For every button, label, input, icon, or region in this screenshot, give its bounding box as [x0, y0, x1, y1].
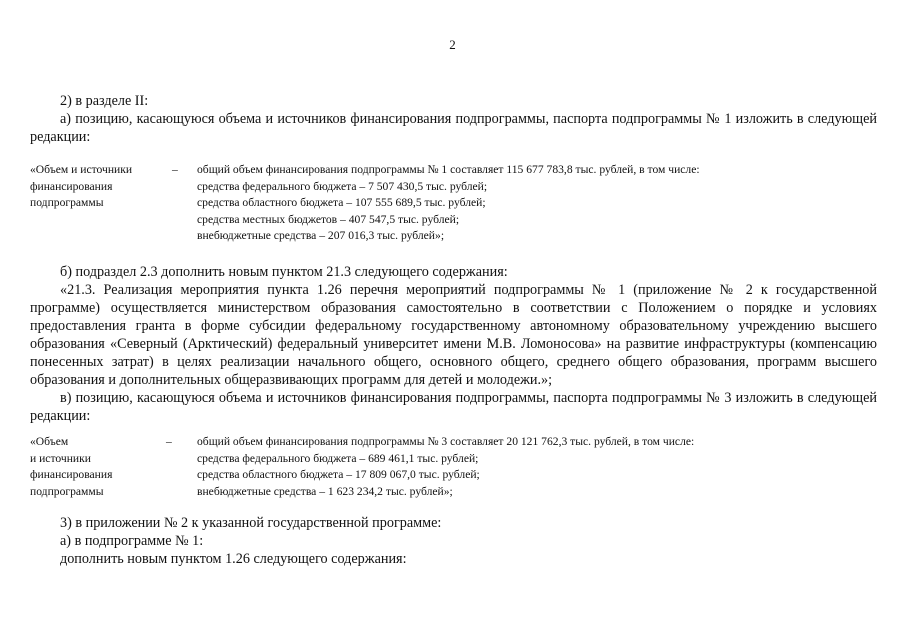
financing-values: общий объем финансирования подпрограммы № 1 составляет 115 677 783,8 тыс. рублей, в том числе: средства федерального бюджета – 7 507 430,5 тыс. рублей; средства областного бюджета – 107 555 689,5 тыс. рублей; средства местных бюджетов – 407 547,5 тыс. рублей; внебюджетные средства – 207 016,3 тыс. рублей»;	[197, 163, 700, 242]
financing-label: «Объем и источники финансирования подпрограммы	[30, 435, 113, 498]
section-3-line: дополнить новым пунктом 1.26 следующего содержания:	[60, 551, 407, 567]
financing-values: общий объем финансирования подпрограммы № 3 составляет 20 121 762,3 тыс. рублей, в том числе: средства федерального бюджета – 689 461,1 тыс. рублей; средства областного бюджета – 17 809 067,0 тыс. рублей; внебюджетные средства – 1 623 234,2 тыс. рублей»;	[197, 435, 695, 498]
paragraph-v: в) позицию, касающуюся объема и источников финансирования подпрограммы, паспорта подпрограммы № 3 изложить в следующей редакции:	[30, 390, 877, 424]
dash-separator: –	[166, 435, 172, 448]
section-3	[60, 514, 441, 568]
section-3-line: а) в подпрограмме № 1:	[60, 533, 204, 549]
paragraph-a: а) позицию, касающуюся объема и источников финансирования подпрограммы, паспорта подпрограммы № 1 изложить в следующей редакции:	[30, 111, 877, 145]
paragraph-section-b	[30, 263, 877, 425]
financing-label: «Объем и источники финансирования подпрограммы	[30, 163, 133, 209]
dash-separator: –	[172, 163, 178, 176]
page-number: 2	[449, 37, 456, 52]
paragraph-b: б) подраздел 2.3 дополнить новым пунктом 21.3 следующего содержания:	[60, 264, 508, 280]
paragraph-21-3: «21.3. Реализация мероприятия пункта 1.26 перечня мероприятий подпрограммы № 1 (приложение № 2 к государственной программе) осуществляется министерством образования самостоятельно в соответствии с Положением о порядке и условиях предоставления гранта в форме субсидии федеральному государственному автономному образовательному учреждению высшего образования «Северный (Арктический) федеральный университет имени М.В. Ломоносова» на развитие инфраструктуры (компенсацию понесенных затрат) в целях реализации начального общего, основного общего, среднего общего образования, программ высшего образования и дополнительных общеразвивающих программ для детей и молодежи.»;	[30, 282, 877, 388]
paragraph-section-2	[30, 92, 877, 146]
section-3-line: 3) в приложении № 2 к указанной государственной программе:	[60, 515, 442, 531]
paragraph-intro: 2) в разделе II:	[60, 93, 149, 109]
